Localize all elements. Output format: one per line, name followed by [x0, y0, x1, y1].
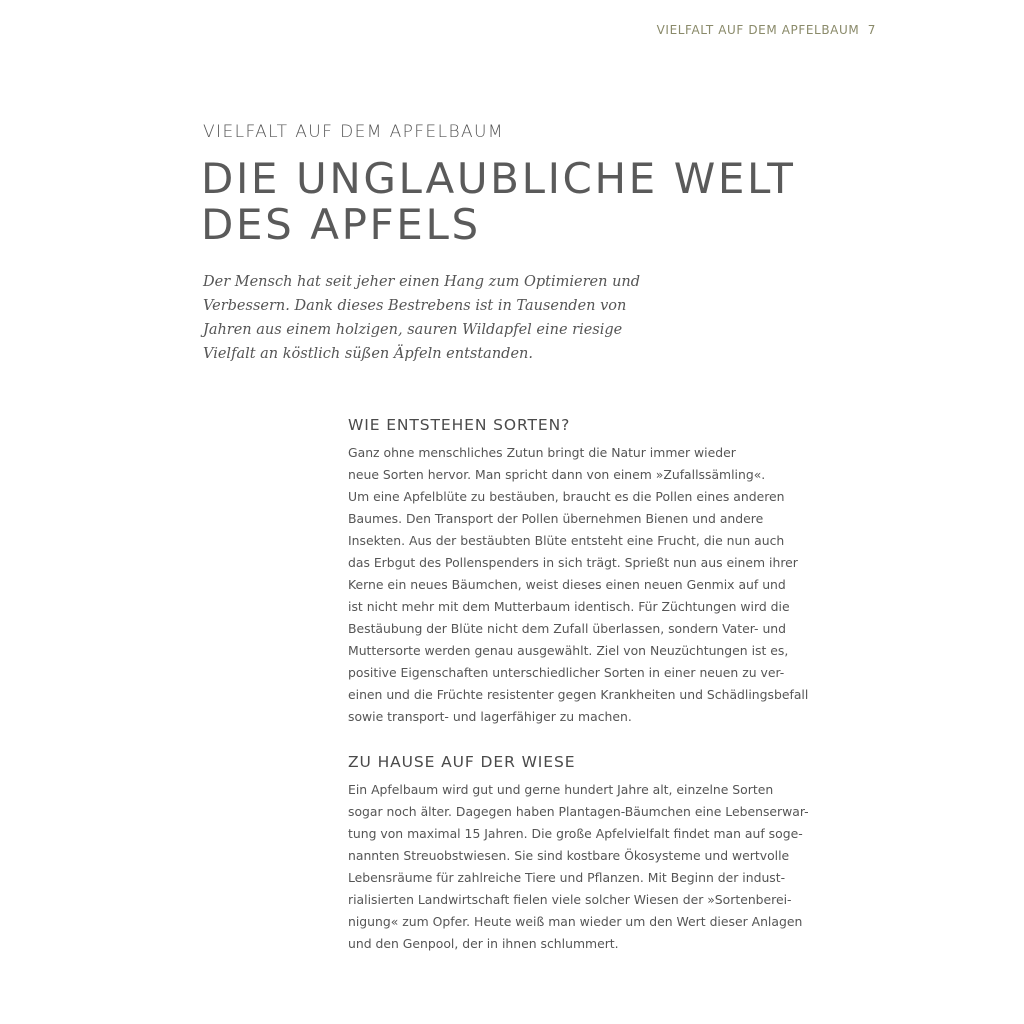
body-line: und den Genpool, der in ihnen schlummert.: [348, 936, 619, 951]
body-line: neue Sorten hervor. Man spricht dann von einem »Zufallssämling«.: [348, 467, 766, 482]
body-line: rialisierten Landwirtschaft fielen viele solcher Wiesen der »Sortenberei-: [348, 892, 792, 907]
body-line: Bestäubung der Blüte nicht dem Zufall überlassen, sondern Vater- und: [348, 621, 787, 636]
body-line: Kerne ein neues Bäumchen, weist dieses einen neuen Genmix auf und: [348, 577, 786, 592]
intro-line: Der Mensch hat seit jeher einen Hang zum Optimieren und: [203, 274, 641, 290]
chapter-kicker: VIELFALT AUF DEM APFELBAUM: [203, 122, 504, 142]
page-number: 7: [867, 23, 876, 37]
body-line: Ein Apfelbaum wird gut und gerne hundert Jahre alt, einzelne Sorten: [348, 782, 774, 797]
body-line: nannten Streuobstwiesen. Sie sind kostbare Ökosysteme und wertvolle: [348, 848, 790, 863]
page-title-line: DIE UNGLAUBLICHE WELT: [201, 154, 796, 203]
body-line: nigung« zum Opfer. Heute weiß man wieder um den Wert dieser Anlagen: [348, 914, 803, 929]
section-heading: ZU HAUSE AUF DER WIESE: [348, 753, 576, 771]
section-body: [348, 779, 868, 955]
section-zu-hause-auf-der-wiese: [348, 751, 868, 955]
body-line: Ganz ohne menschliches Zutun bringt die Natur immer wieder: [348, 445, 736, 460]
body-line: Um eine Apfelblüte zu bestäuben, braucht es die Pollen eines anderen: [348, 489, 785, 504]
intro-paragraph: [203, 270, 641, 366]
body-line: das Erbgut des Pollenspenders in sich trägt. Sprießt nun aus einem ihrer: [348, 555, 798, 570]
intro-line: Jahren aus einem holzigen, sauren Wildapfel eine riesige: [203, 322, 623, 338]
body-line: Muttersorte werden genau ausgewählt. Ziel von Neuzüchtungen ist es,: [348, 643, 789, 658]
body-line: Lebensräume für zahlreiche Tiere und Pflanzen. Mit Beginn der indust-: [348, 870, 786, 885]
running-header: [657, 23, 876, 37]
intro-line: Verbessern. Dank dieses Bestrebens ist in Tausenden von: [203, 298, 627, 314]
body-line: positive Eigenschaften unterschiedlicher Sorten in einer neuen zu ver-: [348, 665, 785, 680]
page-title-line: DES APFELS: [201, 200, 481, 249]
intro-line: Vielfalt an köstlich süßen Äpfeln entstanden.: [203, 346, 533, 362]
body-line: Baumes. Den Transport der Pollen übernehmen Bienen und andere: [348, 511, 764, 526]
section-heading: WIE ENTSTEHEN SORTEN?: [348, 416, 571, 434]
body-line: tung von maximal 15 Jahren. Die große Apfelvielfalt findet man auf soge-: [348, 826, 803, 841]
section-wie-entstehen-sorten: [348, 414, 868, 728]
body-line: sogar noch älter. Dagegen haben Plantagen-Bäumchen eine Lebenserwar-: [348, 804, 809, 819]
running-header-title: VIELFALT AUF DEM APFELBAUM: [656, 23, 860, 37]
section-body: [348, 442, 868, 728]
body-line: ist nicht mehr mit dem Mutterbaum identisch. Für Züchtungen wird die: [348, 599, 790, 614]
body-line: sowie transport- und lagerfähiger zu machen.: [348, 709, 632, 724]
body-line: Insekten. Aus der bestäubten Blüte entsteht eine Frucht, die nun auch: [348, 533, 785, 548]
page-title: [201, 156, 796, 248]
body-line: einen und die Früchte resistenter gegen Krankheiten und Schädlingsbefall: [348, 687, 809, 702]
